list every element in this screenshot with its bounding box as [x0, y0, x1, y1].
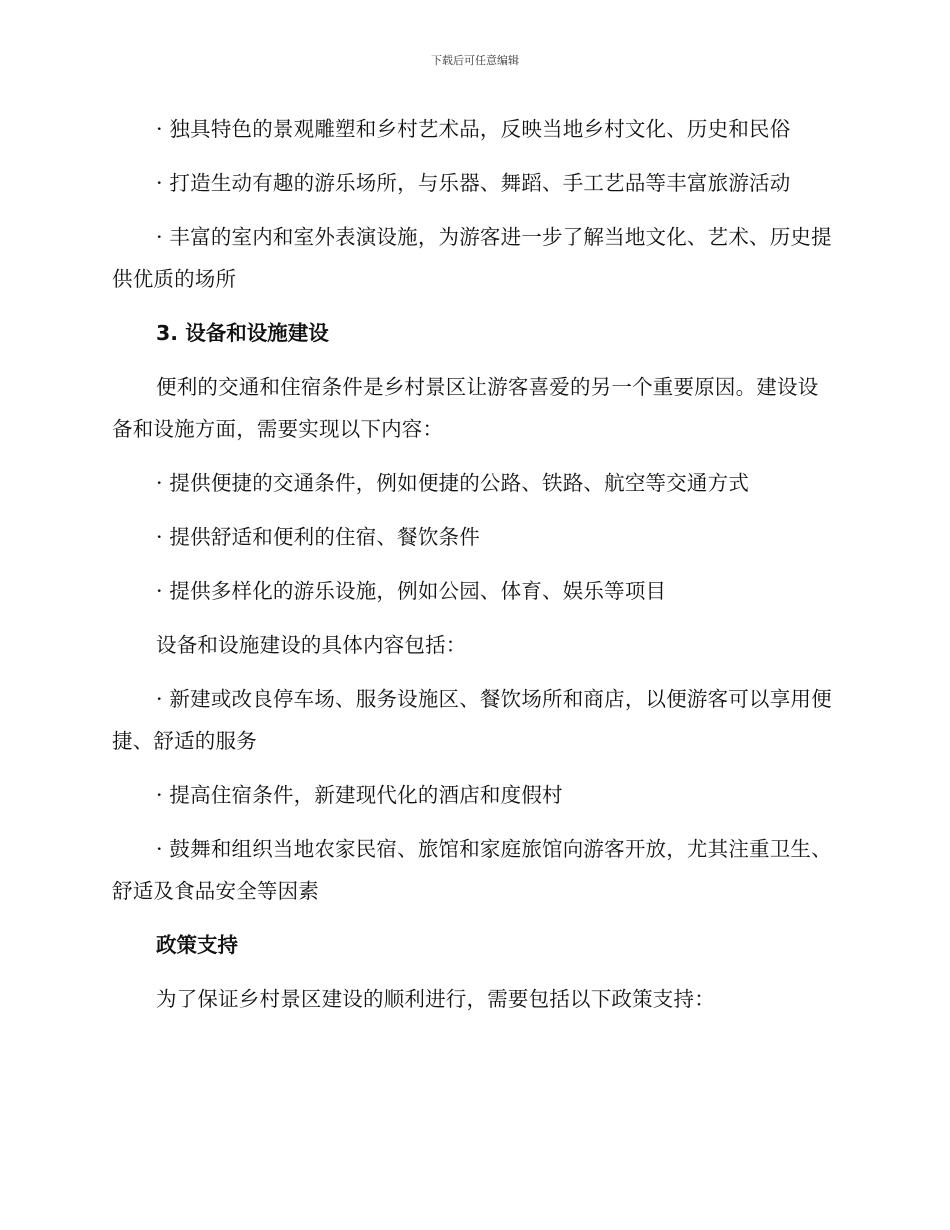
- bullet-item-recreation: · 提供多样化的游乐设施，例如公园、体育、娱乐等项目: [156, 579, 667, 603]
- bullet-item-parking: · 新建或改良停车场、服务设施区、餐饮场所和商店，以便游客可以享用便捷、舒适的服务: [112, 687, 832, 753]
- bullet-item-accommodation: · 提供舒适和便利的住宿、餐饮条件: [156, 525, 480, 549]
- paragraph-policy-intro: 为了保证乡村景区建设的顺利进行，需要包括以下政策支持：: [156, 987, 715, 1011]
- bullet-item-hotels: · 提高住宿条件，新建现代化的酒店和度假村: [156, 783, 563, 807]
- bullet-item-homestay: · 鼓舞和组织当地农家民宿、旅馆和家庭旅馆向游客开放，尤其注重卫生、舒适及食品安全等因素: [112, 837, 832, 903]
- paragraph-facilities-details: 设备和设施建设的具体内容包括：: [156, 633, 467, 657]
- section-heading-policy: 政策支持: [156, 933, 238, 957]
- bullet-item-sculpture: · 独具特色的景观雕塑和乡村艺术品，反映当地乡村文化、历史和民俗: [156, 117, 791, 141]
- section-heading-facilities: 3. 设备和设施建设: [156, 321, 329, 345]
- document-body: [112, 108, 832, 1032]
- paragraph-facilities-intro: 便利的交通和住宿条件是乡村景区让游客喜爱的另一个重要原因。建设设备和设施方面，需要实现以下内容：: [112, 375, 819, 441]
- bullet-item-transport: · 提供便捷的交通条件，例如便捷的公路、铁路、航空等交通方式: [156, 471, 750, 495]
- bullet-item-playground: · 打造生动有趣的游乐场所，与乐器、舞蹈、手工艺品等丰富旅游活动: [156, 171, 791, 195]
- page-header: 下载后可任意编辑: [431, 54, 519, 67]
- bullet-item-performance: · 丰富的室内和室外表演设施，为游客进一步了解当地文化、艺术、历史提供优质的场所: [112, 225, 832, 291]
